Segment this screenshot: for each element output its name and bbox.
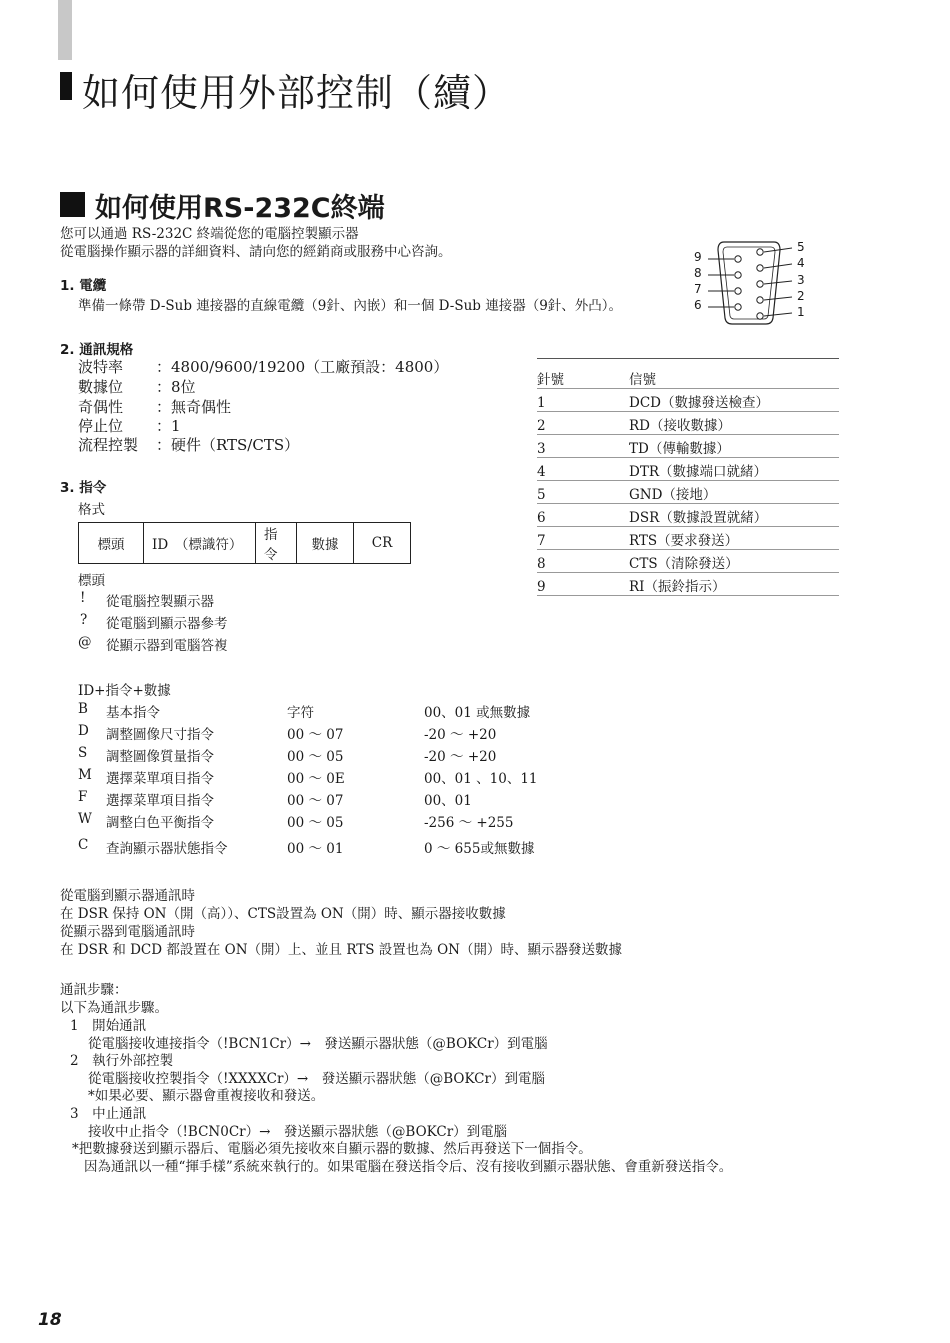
command-heading: 3. 指令 <box>60 480 107 496</box>
command-id: F <box>78 789 88 805</box>
step-line: 從電腦接收控製指令（!XXXXCr）→ 發送顯示器狀態（@BOKCr）到電腦 <box>88 1071 545 1087</box>
pin-label-7: 7 <box>694 282 702 296</box>
command-format-table <box>78 522 411 564</box>
comm-note: 從電腦到顯示器通訊時 <box>60 888 195 904</box>
format-row <box>79 523 411 564</box>
pin-signal-table <box>537 358 839 596</box>
command-range: 00 ～ 01 <box>287 841 344 857</box>
spec-row-parity <box>78 396 231 417</box>
pin-label-3: 3 <box>797 273 805 287</box>
command-data: 00、01 、10、11 <box>424 771 538 787</box>
command-data: 0 ～ 655或無數據 <box>424 841 535 857</box>
pin-label-6: 6 <box>694 298 702 312</box>
header-symbol: @ <box>78 634 92 650</box>
signal-header: 信號 <box>629 359 839 389</box>
command-data: 00、01 或無數據 <box>424 705 531 721</box>
pin-cell: 3 <box>537 435 629 458</box>
section-marker <box>60 192 85 217</box>
command-id: B <box>78 701 88 717</box>
step-line: *把數據發送到顯示器后、電腦必須先接收來自顯示器的數據、然后再發送下一個指令。 <box>72 1141 592 1157</box>
format-cell-data: 數據 <box>297 523 354 564</box>
command-range: 00 ～ 0E <box>287 771 345 787</box>
comm-note: 在 DSR 保持 ON（開（高））、CTS設置為 ON（開）時、顯示器接收數據 <box>60 906 506 922</box>
title-marker <box>60 72 72 100</box>
steps-intro: 以下為通訊步驟。 <box>60 1000 168 1016</box>
command-data: -256 ～ +255 <box>424 815 514 831</box>
command-id: D <box>78 723 89 739</box>
signal-cell: RI（振鈴指示） <box>629 573 839 596</box>
command-range: 00 ～ 05 <box>287 815 344 831</box>
format-cell-command: 指令 <box>256 523 297 564</box>
command-name: 選擇菜單項目指令 <box>106 771 214 787</box>
header-symbol: ! <box>80 590 86 606</box>
command-range: 字符 <box>287 705 314 721</box>
spec-row-stopbits <box>78 415 181 436</box>
format-cell-header: 標頭 <box>79 523 144 564</box>
table-row <box>537 458 839 481</box>
signal-cell: RD（接收數據） <box>629 412 839 435</box>
header-desc: 從電腦到顯示器參考 <box>106 616 228 632</box>
header-desc: 從顯示器到電腦答複 <box>106 638 228 654</box>
page-number: 18 <box>38 1310 62 1330</box>
spec-value: ：無奇偶性 <box>156 398 232 416</box>
intro-line-2: 從電腦操作顯示器的詳細資料、請向您的經銷商或服務中心咨詢。 <box>60 244 452 260</box>
format-label: 格式 <box>78 502 105 518</box>
top-tab-bar <box>58 0 72 60</box>
spec-row-flow <box>78 434 299 455</box>
cable-text: 準備一條帶 D-Sub 連接器的直線電纜（9針、內嵌）和一個 D-Sub 連接器（9針、外凸）。 <box>78 298 623 314</box>
spec-key: 停止位 <box>78 417 124 435</box>
step-line: 3 中止通訊 <box>70 1106 147 1122</box>
section-title: 如何使用RS-232C終端 <box>95 193 385 224</box>
spec-value: ：4800/9600/19200（工廠預設：4800） <box>156 358 449 376</box>
command-id: S <box>78 745 88 761</box>
table-row <box>537 573 839 596</box>
pin-label-9: 9 <box>694 250 702 264</box>
pin-label-5: 5 <box>797 240 805 254</box>
pin-label-4: 4 <box>797 256 805 270</box>
table-row <box>537 412 839 435</box>
pin-cell: 1 <box>537 389 629 412</box>
step-line: 接收中止指令（!BCN0Cr）→ 發送顯示器狀態（@BOKCr）到電腦 <box>88 1124 508 1140</box>
spec-row-databits <box>78 376 196 397</box>
spec-key: 數據位 <box>78 378 124 396</box>
pin-label-1: 1 <box>797 305 805 319</box>
id-command-data-label: ID+指令+數據 <box>78 683 171 699</box>
cable-heading: 1. 電纜 <box>60 278 107 294</box>
command-name: 基本指令 <box>106 705 160 721</box>
signal-cell: DTR（數據端口就緒） <box>629 458 839 481</box>
spec-key: 波特率 <box>78 358 124 376</box>
step-line: *如果必要、顯示器會重複接收和發送。 <box>88 1088 325 1104</box>
table-row <box>537 550 839 573</box>
spec-key: 流程控製 <box>78 436 139 454</box>
spec-value: ：1 <box>156 417 181 435</box>
pin-label-8: 8 <box>694 266 702 280</box>
signal-cell: TD（傳輸數據） <box>629 435 839 458</box>
comm-note: 在 DSR 和 DCD 都設置在 ON（開）上、並且 RTS 設置也為 ON（開）時、顯示器發送數據 <box>60 942 622 958</box>
signal-cell: DSR（數據設置就緒） <box>629 504 839 527</box>
command-id: C <box>78 837 89 853</box>
pin-cell: 9 <box>537 573 629 596</box>
pin-cell: 7 <box>537 527 629 550</box>
spec-value: ：8位 <box>156 378 196 396</box>
table-row <box>537 435 839 458</box>
command-name: 選擇菜單項目指令 <box>106 793 214 809</box>
pin-cell: 2 <box>537 412 629 435</box>
command-data: -20 ～ +20 <box>424 727 497 743</box>
command-name: 調整圖像質量指令 <box>106 749 214 765</box>
command-range: 00 ～ 07 <box>287 727 344 743</box>
command-name: 調整白色平衡指令 <box>106 815 214 831</box>
page-title: 如何使用外部控制（續） <box>82 71 512 115</box>
command-name: 調整圖像尺寸指令 <box>106 727 214 743</box>
format-cell-id: ID （標識符） <box>144 523 256 564</box>
signal-cell: RTS（要求發送） <box>629 527 839 550</box>
pin-table-header <box>537 359 839 389</box>
table-row <box>537 504 839 527</box>
command-data: 00、01 <box>424 793 472 809</box>
header-symbol: ? <box>80 612 88 628</box>
command-id: M <box>78 767 92 783</box>
pin-cell: 8 <box>537 550 629 573</box>
command-id: W <box>78 811 92 827</box>
command-data: -20 ～ +20 <box>424 749 497 765</box>
spec-heading: 2. 通訊規格 <box>60 342 134 358</box>
header-label: 標頭 <box>78 573 105 589</box>
spec-key: 奇偶性 <box>78 398 124 416</box>
table-row <box>537 527 839 550</box>
comm-note: 從顯示器到電腦通訊時 <box>60 924 195 940</box>
table-row <box>537 389 839 412</box>
step-line: 從電腦接收連接指令（!BCN1Cr）→ 發送顯示器狀態（@BOKCr）到電腦 <box>88 1036 548 1052</box>
step-line: 1 開始通訊 <box>70 1018 147 1034</box>
command-name: 查詢顯示器狀態指令 <box>106 841 228 857</box>
signal-cell: CTS（清除發送） <box>629 550 839 573</box>
pin-cell: 5 <box>537 481 629 504</box>
header-desc: 從電腦控製顯示器 <box>106 594 214 610</box>
table-row <box>537 481 839 504</box>
step-line: 2 執行外部控製 <box>70 1053 174 1069</box>
step-line: 因為通訊以一種“揮手樣”系統來執行的。如果電腦在發送指令后、沒有接收到顯示器狀態、會重新發送指令。 <box>84 1159 733 1175</box>
signal-cell: GND（接地） <box>629 481 839 504</box>
signal-cell: DCD（數據發送檢查） <box>629 389 839 412</box>
format-cell-cr: CR <box>354 523 411 564</box>
command-range: 00 ～ 07 <box>287 793 344 809</box>
spec-value: ：硬件（RTS/CTS） <box>156 436 300 454</box>
command-range: 00 ～ 05 <box>287 749 344 765</box>
pin-cell: 6 <box>537 504 629 527</box>
pin-label-2: 2 <box>797 289 805 303</box>
pin-cell: 4 <box>537 458 629 481</box>
spec-row-baud <box>78 356 448 377</box>
steps-title: 通訊步驟： <box>60 982 128 998</box>
intro-line-1: 您可以通過 RS-232C 終端從您的電腦控製顯示器 <box>60 226 359 242</box>
pin-header: 針號 <box>537 359 629 389</box>
